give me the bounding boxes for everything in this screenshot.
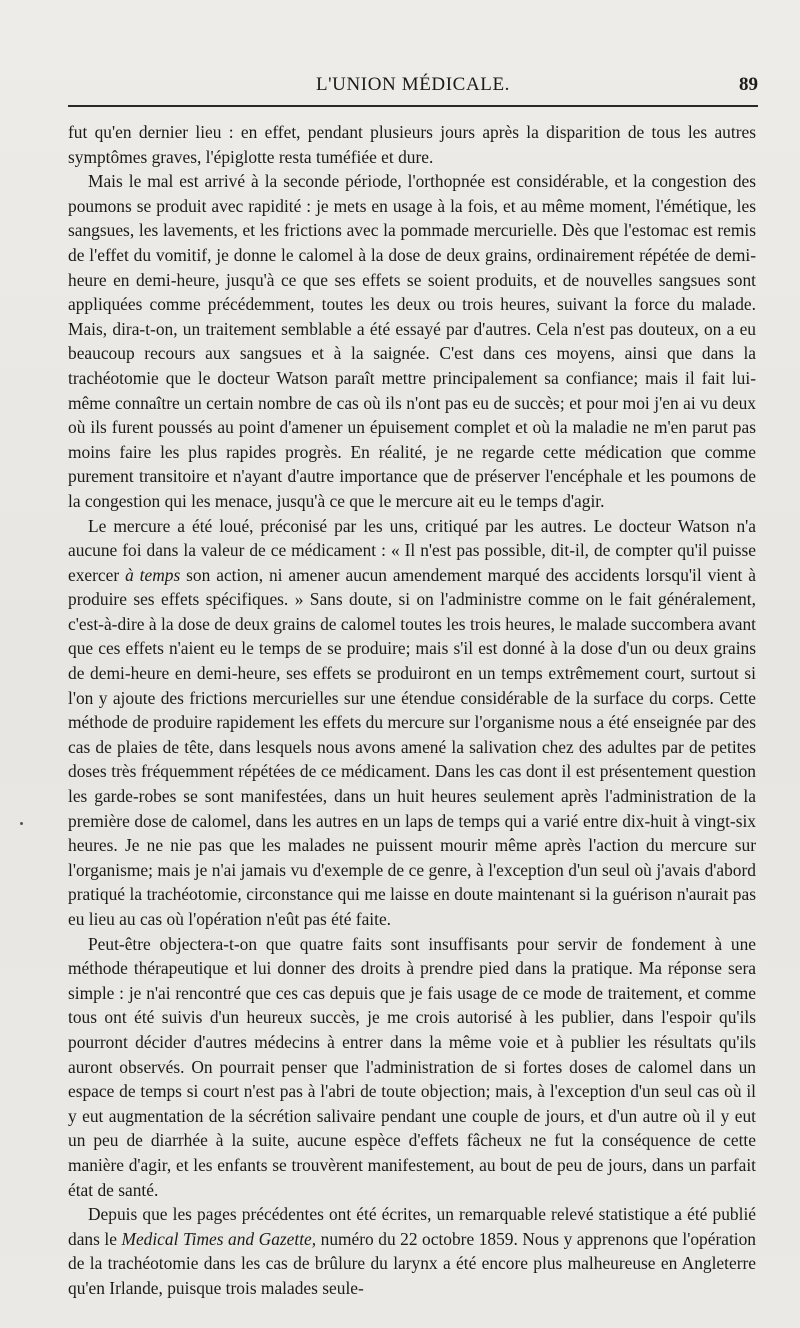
paragraph-3-emphasis: à temps <box>125 564 181 585</box>
running-title: L'UNION MÉDICALE. <box>315 74 511 95</box>
margin-mark <box>20 822 23 825</box>
paragraph-1: fut qu'en dernier lieu : en effet, pendant plusieurs jours après la disparition de tous les autres symptômes graves, l'épiglotte resta tuméfiée et dure. <box>68 122 756 167</box>
journal-title: Medical Times and Gazette, <box>121 1228 317 1249</box>
paragraph-2: Mais le mal est arrivé à la seconde période, l'orthopnée est considérable, et la congestion des poumons se produit avec rapidité : je mets en usage à la fois, et au même moment, l'émétique, les sangsues, les lavements, et les frictions avec la pommade mercurielle. Dès que l'estomac est remis de l'effet du vomitif, je donne le calomel à la dose de deux grains, ordinairement répétée de demi-heure en demi-heure, jusqu'à ce que ses effets se soient produits, et de nouvelles sangsues sont appliquées comme précédemment, toutes les deux ou trois heures, suivant la force du malade. Mais, dira-t-on, un traitement semblable a été essayé par d'autres. Cela n'est pas douteux, on a eu beaucoup recours aux sangsues et à la saignée. C'est dans ces moyens, ainsi que dans la trachéotomie que le docteur Watson paraît mettre principalement sa confiance; mais il fait lui-même connaître un certain nombre de cas où ils n'ont pas eu de succès; et pour moi j'en ai vu deux où ils furent poussés au point d'amener un épuisement complet et où la maladie ne m'en parut pas moins faire les plus rapides progrès. En réalité, je ne regarde cette médication que comme purement transitoire et n'ayant d'autre importance que de préserver l'encéphale et les poumons de la congestion qui les menace, jusqu'à ce que le mercure ait eu le temps d'agir. <box>68 171 756 511</box>
paragraph-3 <box>68 514 756 932</box>
article-body <box>68 120 756 1301</box>
header-rule <box>68 105 758 107</box>
paragraph-5-text-after: numéro du 22 octobre 1859. Nous y apprenons que l'opération de la trachéotomie dans les cas de brûlure du larynx a été encore plus malheureuse en Angleterre qu'en Irlande, puisque trois malades seule- <box>68 1228 757 1298</box>
paragraph-5 <box>68 1202 756 1300</box>
paragraph-4: Peut-être objectera-t-on que quatre faits sont insuffisants pour servir de fondement à une méthode thérapeutique et lui donner des droits à prendre pied dans la pratique. Ma réponse sera simple : je n'ai rencontré que ces cas depuis que je fais usage de ce mode de traitement, et comme tous ont été suivis d'un heureux succès, je me crois autorisé à les publier, dans l'espoir qu'ils pourront décider d'autres médecins à entrer dans la même voie et à publier les résultats qu'ils auront observés. On pourrait penser que l'administration de si fortes doses de calomel dans un espace de temps si court n'est pas à l'abri de toute objection; mais, à l'exception d'un seul cas où il y eut augmentation de la sécrétion salivaire pendant une couple de jours, et d'un autre où il y eut un peu de diarrhée à la suite, aucune espèce d'effets fâcheux ne fut la conséquence de cette manière d'agir, et les enfants se trouvèrent manifestement, au bout de peu de jours, dans un parfait état de santé. <box>68 933 756 1200</box>
paragraph-5-text-before: Depuis que les pages précédentes ont été écrites, un remarquable relevé statistique a été publié dans le <box>68 1204 756 1249</box>
paragraph-3-text-after: son action, ni amener aucun amendement marqué des accidents lorsqu'il vient à produire ses effets spécifiques. » Sans doute, si on l'administre comme on le fait généralement, c'est-à-dire à la dose de deux grains de calomel toutes les trois heures, le malade succombera avant que ces effets n'aient eu le temps de se produire; mais s'il est donné à la dose d'un ou deux grains de demi-heure en demi-heure, ses effets se produiront en un temps extrêmement court, surtout si l'on y ajoute des frictions mercurielles sur une étendue considérable de la surface du corps. Cette méthode de produire rapidement les effets du mercure sur l'organisme nous a été enseignée par des cas de plaies de tête, dans lesquels nous avons amené la salivation chez des adultes par de petites doses très fréquemment répétées de ce médicament. Dans les cas dont il est présentement question les garde-robes se sont manifestées, dans un huit heures seulement après l'administration de la première dose de calomel, dans les autres en un laps de temps qui a varié entre dix-huit à vingt-six heures. Je ne nie pas que les malades ne puissent mourir même après l'action du mercure sur l'organisme; mais je n'ai jamais vu d'exemple de ce genre, à l'exception d'un seul où j'avais d'abord pratiqué la trachéotomie, circonstance qui me laisse en doute maintenant si la guérison n'aurait pas eu lieu au cas où l'opération n'eût pas été faite. <box>68 564 756 929</box>
page-number: 89 <box>739 74 758 95</box>
page-header <box>68 74 758 98</box>
paragraph-3-text-before: Le mercure a été loué, préconisé par les uns, critiqué par les autres. Le docteur Watson n'a aucune foi dans la valeur de ce médicament : « Il n'est pas possible, dit-il, de compter qu'il puisse exercer <box>68 515 756 585</box>
